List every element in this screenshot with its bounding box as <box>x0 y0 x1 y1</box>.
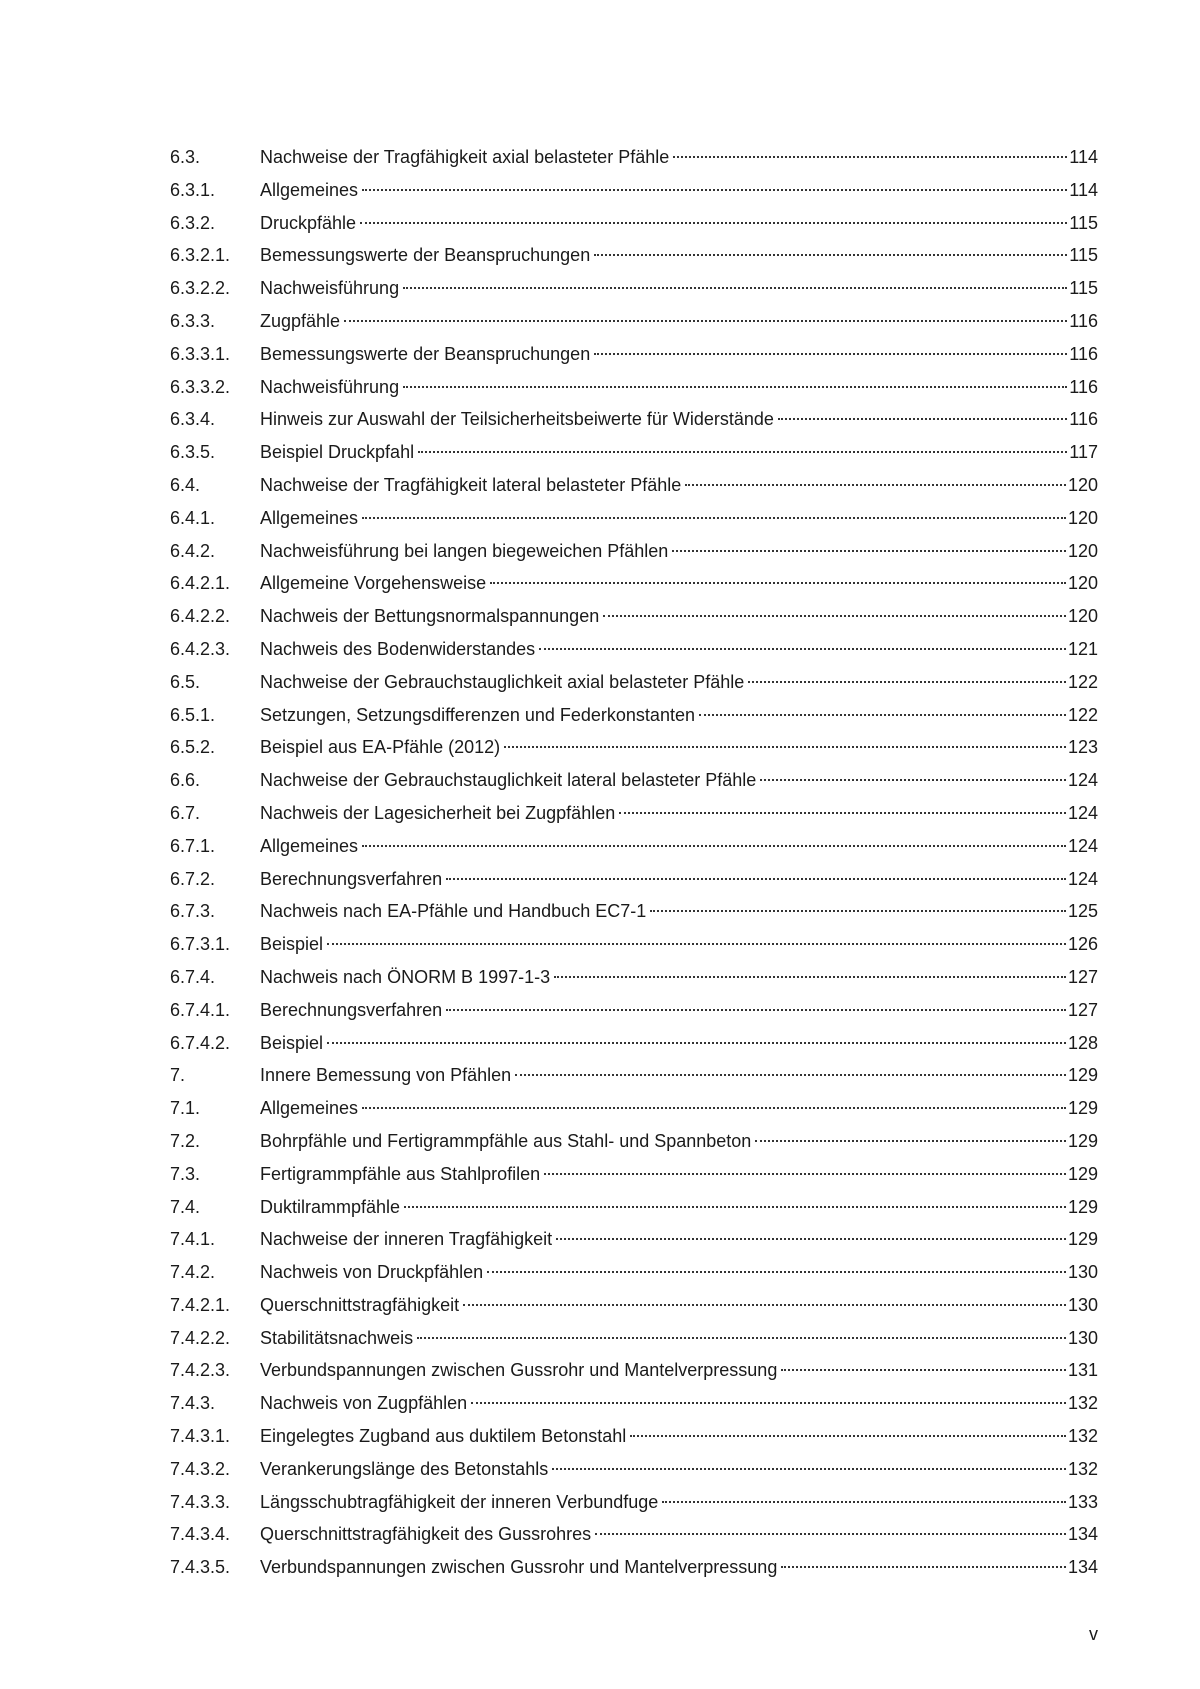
toc-entry[interactable] <box>170 1092 1098 1125</box>
toc-entry-number: 6.4.2.3. <box>170 638 231 659</box>
toc-entry[interactable] <box>170 1551 1098 1584</box>
toc-entry[interactable] <box>170 994 1098 1027</box>
toc-entry[interactable] <box>170 535 1098 568</box>
toc-entry[interactable] <box>170 1223 1098 1256</box>
toc-entry[interactable] <box>170 469 1098 502</box>
toc-entry-number: 7.4.1. <box>170 1229 216 1250</box>
toc-entry-number: 6.5. <box>170 671 201 692</box>
toc-entry-number: 6.4.2.2. <box>170 606 231 627</box>
toc-entry-page: 116 <box>1069 376 1098 397</box>
toc-entry[interactable] <box>170 895 1098 928</box>
toc-entry-title: Beispiel <box>260 1032 324 1053</box>
toc-dot-leader <box>630 1435 1066 1437</box>
toc-entry-title: Bemessungswerte der Beanspruchungen <box>260 245 591 266</box>
toc-entry-title: Allgemeines <box>260 179 359 200</box>
toc-entry-number: 6.7.2. <box>170 868 216 889</box>
toc-dot-leader <box>403 386 1067 388</box>
toc-dot-leader <box>362 845 1066 847</box>
toc-entry-page: 124 <box>1067 802 1098 823</box>
toc-entry-number: 7.4.2. <box>170 1262 216 1283</box>
toc-entry-number: 7.2. <box>170 1130 201 1151</box>
toc-entry-page: 129 <box>1067 1196 1098 1217</box>
toc-entry-page: 125 <box>1067 901 1098 922</box>
toc-entry[interactable] <box>170 1518 1098 1551</box>
toc-dot-leader <box>344 320 1067 322</box>
toc-dot-leader <box>552 1468 1066 1470</box>
toc-entry-page: 134 <box>1067 1557 1098 1578</box>
toc-entry-number: 7.4.3.3. <box>170 1491 231 1512</box>
toc-entry-title: Hinweis zur Auswahl der Teilsicherheitsbeiwerte für Widerstände <box>260 409 774 430</box>
toc-entry[interactable] <box>170 371 1098 404</box>
toc-dot-leader <box>446 1009 1066 1011</box>
toc-entry-page: 134 <box>1067 1524 1098 1545</box>
toc-entry-page: 116 <box>1069 409 1098 430</box>
toc-dot-leader <box>471 1402 1066 1404</box>
toc-entry[interactable] <box>170 731 1098 764</box>
toc-entry-page: 130 <box>1067 1294 1098 1315</box>
toc-entry[interactable] <box>170 174 1098 207</box>
toc-dot-leader <box>327 1042 1066 1044</box>
toc-entry[interactable] <box>170 1453 1098 1486</box>
toc-entry[interactable] <box>170 764 1098 797</box>
toc-dot-leader <box>781 1369 1066 1371</box>
toc-entry-title: Längsschubtragfähigkeit der inneren Verbundfuge <box>260 1491 659 1512</box>
toc-entry-number: 7.4.2.2. <box>170 1327 231 1348</box>
toc-dot-leader <box>781 1566 1066 1568</box>
toc-entry-title: Beispiel <box>260 934 324 955</box>
toc-entry[interactable] <box>170 272 1098 305</box>
toc-entry-page: 124 <box>1067 868 1098 889</box>
toc-dot-leader <box>755 1140 1066 1142</box>
toc-entry-page: 132 <box>1067 1426 1098 1447</box>
toc-entry-page: 129 <box>1067 1163 1098 1184</box>
toc-entry-page: 124 <box>1067 770 1098 791</box>
toc-entry-number: 6.5.1. <box>170 704 216 725</box>
toc-entry-page: 123 <box>1067 737 1098 758</box>
toc-entry-number: 7.4.3.1. <box>170 1426 231 1447</box>
toc-entry-number: 6.4. <box>170 474 201 495</box>
toc-entry-page: 120 <box>1067 573 1098 594</box>
toc-entry-number: 6.6. <box>170 770 201 791</box>
toc-entry[interactable] <box>170 1256 1098 1289</box>
toc-entry-title: Bohrpfähle und Fertigrammpfähle aus Stahl- und Spannbeton <box>260 1130 752 1151</box>
toc-entry-number: 6.4.2.1. <box>170 573 231 594</box>
toc-entry[interactable] <box>170 436 1098 469</box>
toc-entry-page: 116 <box>1069 343 1098 364</box>
toc-entry-page: 133 <box>1067 1491 1098 1512</box>
toc-dot-leader <box>672 550 1066 552</box>
toc-entry[interactable] <box>170 666 1098 699</box>
toc-dot-leader <box>685 484 1066 486</box>
toc-entry[interactable] <box>170 928 1098 961</box>
toc-entry-title: Nachweis nach EA-Pfähle und Handbuch EC7-1 <box>260 901 647 922</box>
toc-entry-title: Nachweisführung <box>260 278 400 299</box>
toc-entry-title: Beispiel Druckpfahl <box>260 442 415 463</box>
toc-entry-number: 7.4.3.5. <box>170 1557 231 1578</box>
toc-dot-leader <box>327 943 1066 945</box>
toc-entry-page: 129 <box>1067 1130 1098 1151</box>
toc-entry-number: 7.4. <box>170 1196 201 1217</box>
toc-dot-leader <box>595 1533 1066 1535</box>
toc-entry[interactable] <box>170 239 1098 272</box>
toc-entry-page: 114 <box>1069 179 1098 200</box>
toc-entry-title: Nachweise der Gebrauchstauglichkeit axial belasteter Pfähle <box>260 671 745 692</box>
toc-entry-number: 7.3. <box>170 1163 201 1184</box>
toc-entry-page: 127 <box>1067 966 1098 987</box>
toc-entry-page: 120 <box>1067 474 1098 495</box>
toc-entry-number: 6.3.3.1. <box>170 343 231 364</box>
toc-dot-leader <box>699 714 1066 716</box>
toc-entry-title: Druckpfähle <box>260 212 357 233</box>
toc-entry-number: 6.7.3. <box>170 901 216 922</box>
toc-entry-title: Zugpfähle <box>260 310 341 331</box>
toc-dot-leader <box>594 254 1067 256</box>
toc-entry-title: Nachweise der inneren Tragfähigkeit <box>260 1229 553 1250</box>
toc-entry-page: 131 <box>1067 1360 1098 1381</box>
toc-entry[interactable] <box>170 305 1098 338</box>
toc-entry-number: 6.3.3.2. <box>170 376 231 397</box>
page-number: v <box>1089 1624 1098 1644</box>
toc-entry-title: Berechnungsverfahren <box>260 868 443 889</box>
toc-dot-leader <box>539 648 1066 650</box>
toc-entry-number: 7.1. <box>170 1098 201 1119</box>
toc-entry-number: 6.7. <box>170 802 201 823</box>
toc-entry-title: Verankerungslänge des Betonstahls <box>260 1458 549 1479</box>
toc-entry-page: 126 <box>1067 934 1098 955</box>
toc-entry-page: 129 <box>1067 1098 1098 1119</box>
toc-entry-page: 114 <box>1069 147 1098 167</box>
toc-dot-leader <box>748 681 1066 683</box>
toc-entry-title: Nachweis von Zugpfählen <box>260 1393 468 1414</box>
toc-dot-leader <box>673 156 1067 158</box>
toc-dot-leader <box>417 1337 1066 1339</box>
toc-dot-leader <box>544 1173 1066 1175</box>
toc-entry-page: 121 <box>1067 638 1098 659</box>
toc-entry-title: Fertigrammpfähle aus Stahlprofilen <box>260 1163 541 1184</box>
toc-dot-leader <box>362 517 1066 519</box>
toc-entry-title: Nachweis von Druckpfählen <box>260 1262 484 1283</box>
toc-entry-page: 120 <box>1067 507 1098 528</box>
toc-dot-leader <box>490 582 1066 584</box>
toc-entry-page: 120 <box>1067 606 1098 627</box>
toc-entry[interactable] <box>170 502 1098 535</box>
toc-entry-title: Innere Bemessung von Pfählen <box>260 1065 512 1086</box>
toc-entry-page: 132 <box>1067 1458 1098 1479</box>
toc-entry[interactable] <box>170 1322 1098 1355</box>
toc-entry-page: 117 <box>1069 442 1098 463</box>
toc-entry[interactable] <box>170 1354 1098 1387</box>
toc-entry-title: Verbundspannungen zwischen Gussrohr und Mantelverpressung <box>260 1360 778 1381</box>
toc-entry-number: 6.3.2.2. <box>170 278 231 299</box>
toc-entry[interactable] <box>170 141 1098 174</box>
toc-entry-page: 130 <box>1067 1262 1098 1283</box>
toc-entry-number: 7.4.3.4. <box>170 1524 231 1545</box>
toc-entry-title: Querschnittstragfähigkeit des Gussrohres <box>260 1524 592 1545</box>
toc-entry-title: Allgemeines <box>260 835 359 856</box>
toc-entry-page: 130 <box>1067 1327 1098 1348</box>
table-of-contents <box>170 141 1098 1584</box>
toc-entry[interactable] <box>170 699 1098 732</box>
toc-entry[interactable] <box>170 1420 1098 1453</box>
toc-entry-title: Nachweis der Bettungsnormalspannungen <box>260 606 600 627</box>
toc-entry[interactable] <box>170 633 1098 666</box>
toc-entry-page: 115 <box>1069 278 1098 299</box>
toc-entry[interactable] <box>170 207 1098 240</box>
toc-entry-title: Duktilrammpfähle <box>260 1196 401 1217</box>
toc-entry-title: Nachweis des Bodenwiderstandes <box>260 638 536 659</box>
toc-entry-number: 6.3.2.1. <box>170 245 231 266</box>
toc-entry-number: 6.4.2. <box>170 540 216 561</box>
toc-entry[interactable] <box>170 567 1098 600</box>
toc-entry-title: Querschnittstragfähigkeit <box>260 1294 460 1315</box>
toc-entry[interactable] <box>170 1125 1098 1158</box>
toc-entry-number: 6.3.2. <box>170 212 216 233</box>
toc-entry-number: 7.4.3.2. <box>170 1458 231 1479</box>
toc-entry-title: Stabilitätsnachweis <box>260 1327 414 1348</box>
toc-entry-title: Nachweisführung bei langen biegeweichen Pfählen <box>260 540 669 561</box>
toc-entry[interactable] <box>170 961 1098 994</box>
toc-entry-number: 7.4.2.3. <box>170 1360 231 1381</box>
toc-entry-number: 6.7.4. <box>170 966 216 987</box>
toc-entry-page: 115 <box>1069 245 1098 266</box>
toc-entry-page: 129 <box>1067 1065 1098 1086</box>
toc-entry-number: 7.4.3. <box>170 1393 216 1414</box>
toc-entry-page: 122 <box>1067 704 1098 725</box>
toc-entry-title: Setzungen, Setzungsdifferenzen und Federkonstanten <box>260 704 695 725</box>
toc-dot-leader <box>487 1271 1066 1273</box>
toc-entry[interactable] <box>170 1486 1098 1519</box>
toc-entry[interactable] <box>170 1059 1098 1092</box>
toc-entry-page: 132 <box>1067 1393 1098 1414</box>
toc-entry-title: Nachweise der Tragfähigkeit lateral belasteter Pfähle <box>260 474 682 495</box>
toc-entry[interactable] <box>170 1191 1098 1224</box>
toc-dot-leader <box>362 1107 1066 1109</box>
toc-entry[interactable] <box>170 830 1098 863</box>
toc-dot-leader <box>403 287 1067 289</box>
toc-dot-leader <box>404 1206 1066 1208</box>
toc-entry-page: 128 <box>1067 1032 1098 1053</box>
toc-entry-number: 6.3.5. <box>170 442 216 463</box>
toc-entry-title: Allgemeines <box>260 1098 359 1119</box>
toc-entry[interactable] <box>170 403 1098 436</box>
toc-entry[interactable] <box>170 600 1098 633</box>
toc-entry[interactable] <box>170 797 1098 830</box>
toc-dot-leader <box>594 353 1067 355</box>
toc-entry-page: 122 <box>1067 671 1098 692</box>
toc-entry-number: 6.7.4.1. <box>170 999 231 1020</box>
toc-entry-title: Nachweise der Gebrauchstauglichkeit lateral belasteter Pfähle <box>260 770 757 791</box>
toc-entry-number: 6.5.2. <box>170 737 216 758</box>
toc-entry-number: 6.7.3.1. <box>170 934 231 955</box>
toc-entry[interactable] <box>170 863 1098 896</box>
toc-entry[interactable] <box>170 1289 1098 1322</box>
toc-entry[interactable] <box>170 1027 1098 1060</box>
toc-entry-title: Allgemeines <box>260 507 359 528</box>
toc-dot-leader <box>650 910 1066 912</box>
toc-dot-leader <box>603 615 1066 617</box>
toc-entry-number: 6.7.4.2. <box>170 1032 231 1053</box>
toc-dot-leader <box>554 976 1066 978</box>
toc-dot-leader <box>446 878 1066 880</box>
toc-entry-title: Allgemeine Vorgehensweise <box>260 573 487 594</box>
toc-entry-page: 129 <box>1067 1229 1098 1250</box>
toc-entry-page: 116 <box>1069 310 1098 331</box>
toc-entry[interactable] <box>170 1158 1098 1191</box>
toc-entry-title: Nachweis der Lagesicherheit bei Zugpfählen <box>260 802 616 823</box>
toc-entry-number: 6.3.4. <box>170 409 216 430</box>
toc-dot-leader <box>619 812 1066 814</box>
toc-dot-leader <box>504 746 1066 748</box>
toc-dot-leader <box>778 418 1067 420</box>
toc-entry-title: Berechnungsverfahren <box>260 999 443 1020</box>
toc-dot-leader <box>463 1304 1066 1306</box>
toc-dot-leader <box>515 1074 1066 1076</box>
toc-entry[interactable] <box>170 1387 1098 1420</box>
toc-entry-number: 7. <box>170 1065 186 1086</box>
toc-entry-number: 6.3. <box>170 147 201 167</box>
toc-dot-leader <box>362 189 1067 191</box>
toc-entry-title: Bemessungswerte der Beanspruchungen <box>260 343 591 364</box>
toc-entry-title: Nachweisführung <box>260 376 400 397</box>
toc-entry-title: Nachweis nach ÖNORM B 1997-1-3 <box>260 966 551 987</box>
toc-entry-page: 124 <box>1067 835 1098 856</box>
toc-entry-page: 120 <box>1067 540 1098 561</box>
toc-entry-title: Eingelegtes Zugband aus duktilem Betonstahl <box>260 1426 627 1447</box>
toc-entry-title: Verbundspannungen zwischen Gussrohr und Mantelverpressung <box>260 1557 778 1578</box>
toc-dot-leader <box>760 779 1066 781</box>
toc-entry-title: Nachweise der Tragfähigkeit axial belasteter Pfähle <box>260 147 670 167</box>
toc-entry-number: 6.3.3. <box>170 310 216 331</box>
toc-entry[interactable] <box>170 338 1098 371</box>
toc-dot-leader <box>360 222 1067 224</box>
toc-dot-leader <box>662 1501 1066 1503</box>
toc-entry-number: 6.3.1. <box>170 179 216 200</box>
toc-entry-page: 127 <box>1067 999 1098 1020</box>
toc-entry-title: Beispiel aus EA-Pfähle (2012) <box>260 737 501 758</box>
toc-dot-leader <box>418 451 1067 453</box>
toc-entry-number: 7.4.2.1. <box>170 1294 231 1315</box>
toc-entry-page: 115 <box>1069 212 1098 233</box>
toc-entry-number: 6.4.1. <box>170 507 216 528</box>
toc-entry-number: 6.7.1. <box>170 835 216 856</box>
toc-dot-leader <box>556 1238 1066 1240</box>
